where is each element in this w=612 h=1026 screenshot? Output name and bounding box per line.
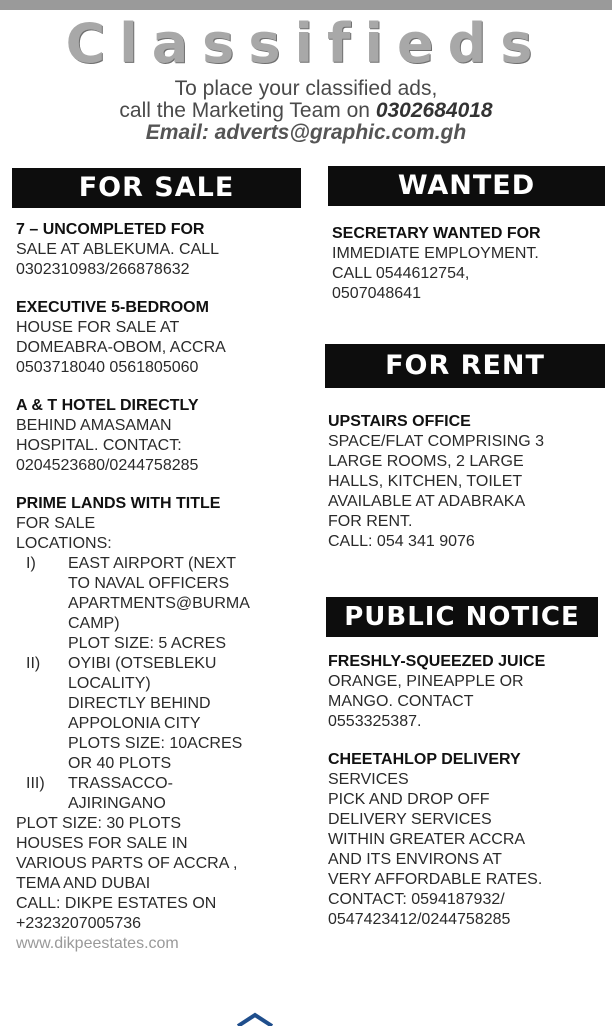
ad-body: SERVICES PICK AND DROP OFF DELIVERY SERVICES WITHIN GREATER ACCRA AND ITS ENVIRONS AT VERY AFFORDABLE RATES. CONTACT: 0594187932/ 0547423412/0244758285 bbox=[328, 771, 543, 928]
ad-juice bbox=[328, 652, 608, 732]
contact-info bbox=[0, 78, 612, 144]
location-text: OYIBI (OTSEBLEKU LOCALITY) DIRECTLY BEHIND APPOLONIA CITY PLOTS SIZE: 10ACRES OR 40 PLOTS bbox=[68, 655, 243, 772]
location-item bbox=[16, 774, 306, 814]
for-rent-column bbox=[328, 412, 608, 570]
intro-line-2 bbox=[0, 100, 612, 122]
ad-lead: SECRETARY WANTED FOR bbox=[332, 225, 541, 242]
location-text: EAST AIRPORT (NEXT TO NAVAL OFFICERS APARTMENTS@BURMA CAMP) PLOT SIZE: 5 ACRES bbox=[68, 555, 250, 652]
ad-hotel bbox=[16, 396, 306, 476]
ad-lead: CHEETAHLOP DELIVERY bbox=[328, 751, 521, 768]
marketing-phone: 0302684018 bbox=[375, 99, 493, 122]
estate-website-link[interactable]: www.dikpeestates.com bbox=[16, 935, 179, 952]
for-sale-header: FOR SALE bbox=[12, 168, 301, 208]
ad-lead: 7 – UNCOMPLETED FOR bbox=[16, 221, 205, 238]
ad-body: IMMEDIATE EMPLOYMENT. CALL 0544612754, 0507048641 bbox=[332, 245, 539, 302]
ad-body: HOUSE FOR SALE AT DOMEABRA-OBOM, ACCRA 0503718040 0561805060 bbox=[16, 319, 226, 376]
ad-body: SALE AT ABLEKUMA. CALL 0302310983/266878632 bbox=[16, 241, 220, 278]
ad-body: ORANGE, PINEAPPLE OR MANGO. CONTACT 0553325387. bbox=[328, 673, 524, 730]
chevron-up-icon bbox=[236, 1012, 274, 1026]
wanted-column bbox=[332, 224, 608, 322]
for-sale-column bbox=[16, 220, 306, 972]
ad-uncompleted bbox=[16, 220, 306, 280]
ad-executive-bedroom bbox=[16, 298, 306, 378]
public-notice-column bbox=[328, 652, 608, 948]
location-text: TRASSACCO- AJIRINGANO bbox=[68, 775, 173, 812]
location-number: III) bbox=[26, 775, 45, 792]
public-notice-header: PUBLIC NOTICE bbox=[326, 597, 598, 637]
ad-lead: FRESHLY-SQUEEZED JUICE bbox=[328, 653, 546, 670]
ad-body: SPACE/FLAT COMPRISING 3 LARGE ROOMS, 2 LARGE HALLS, KITCHEN, TOILET AVAILABLE AT ADABRAKA FOR RENT. CALL: 054 341 9076 bbox=[328, 433, 545, 550]
location-number: I) bbox=[26, 555, 36, 572]
ad-body: BEHIND AMASAMAN HOSPITAL. CONTACT: 0204523680/0244758285 bbox=[16, 417, 199, 474]
for-rent-header: FOR RENT bbox=[325, 344, 605, 388]
ad-lead: UPSTAIRS OFFICE bbox=[328, 413, 471, 430]
location-item bbox=[16, 554, 306, 654]
ad-lead: EXECUTIVE 5-BEDROOM bbox=[16, 299, 209, 316]
lands-details: PLOT SIZE: 30 PLOTS HOUSES FOR SALE IN VARIOUS PARTS OF ACCRA , TEMA AND DUBAI CALL: DIKPE ESTATES ON +2323207005736 bbox=[16, 815, 238, 932]
ad-lead: A & T HOTEL DIRECTLY bbox=[16, 397, 199, 414]
ad-prime-lands bbox=[16, 494, 306, 954]
ad-upstairs-office bbox=[328, 412, 608, 552]
top-rule bbox=[0, 0, 612, 10]
ad-delivery bbox=[328, 750, 608, 930]
intro-prefix: call the Marketing Team on bbox=[119, 99, 376, 122]
wanted-header: WANTED bbox=[328, 166, 605, 206]
location-item bbox=[16, 654, 306, 774]
location-number: II) bbox=[26, 655, 41, 672]
page-title: Classifieds bbox=[65, 12, 547, 75]
email-line: Email: adverts@graphic.com.gh bbox=[145, 121, 467, 144]
intro-line-1: To place your classified ads, bbox=[174, 77, 438, 100]
ad-body: FOR SALE LOCATIONS: bbox=[16, 515, 112, 552]
ad-secretary bbox=[332, 224, 608, 304]
ad-lead: PRIME LANDS WITH TITLE bbox=[16, 495, 221, 512]
